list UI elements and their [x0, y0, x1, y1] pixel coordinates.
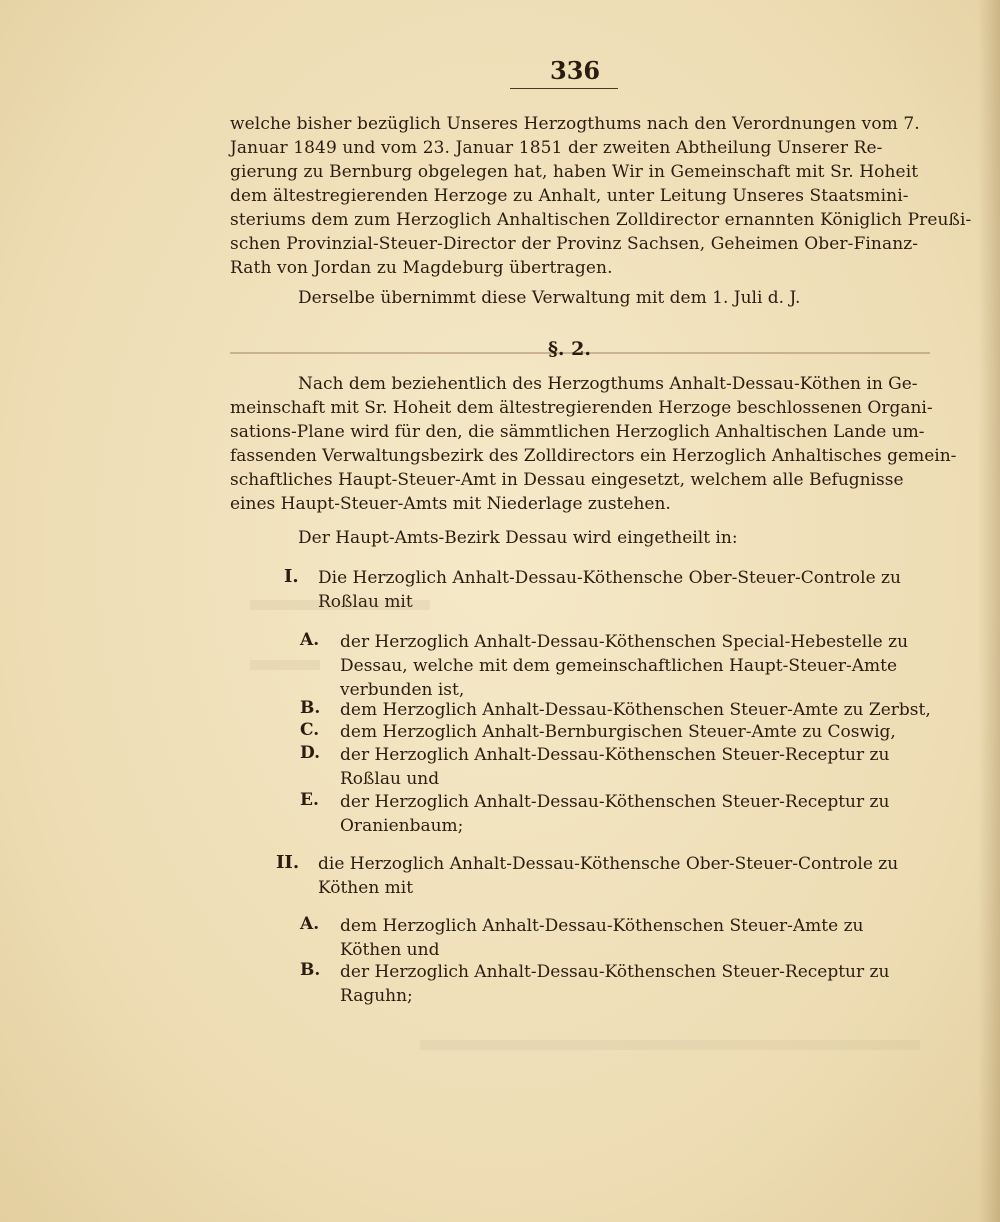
group-numeral: II. [276, 852, 300, 873]
text-line: meinschaft mit Sr. Hoheit dem ältestregierenden Herzoge beschlossenen Organi- [230, 398, 933, 418]
group-heading [318, 852, 928, 900]
text-line: schaftliches Haupt-Steuer-Amt in Dessau eingesetzt, welchem alle Befugnisse [230, 470, 904, 490]
text-line: Roßlau und [340, 769, 440, 789]
list-item [340, 743, 930, 791]
text-line: die Herzoglich Anhalt-Dessau-Köthensche Ober-Steuer-Controle zu [318, 854, 899, 874]
text-line: Januar 1849 und vom 23. Januar 1851 der zweiten Abtheilung Unserer Re- [230, 138, 883, 158]
list-item [340, 914, 930, 962]
text-line: Oranienbaum; [340, 816, 464, 836]
bleed-through-mark [250, 660, 320, 670]
text-line: der Herzoglich Anhalt-Dessau-Köthenschen Steuer-Receptur zu [340, 745, 890, 765]
list-item [340, 960, 930, 1008]
text-line: schen Provinzial-Steuer-Director der Provinz Sachsen, Geheimen Ober-Finanz- [230, 234, 919, 254]
text-line: verbunden ist, [340, 680, 465, 700]
page-edge-shadow [978, 0, 1000, 1222]
bleed-through-mark [420, 1040, 920, 1050]
item-letter: B. [300, 960, 321, 980]
list-item [340, 720, 930, 744]
section-paragraph [230, 372, 957, 516]
intro-paragraph [230, 112, 972, 280]
text-line: dem Herzoglich Anhalt-Dessau-Köthenschen Steuer-Amte zu [340, 916, 864, 936]
text-line: gierung zu Bernburg obgelegen hat, haben Wir in Gemeinschaft mit Sr. Hoheit [230, 162, 919, 182]
list-item [340, 630, 930, 702]
text-line: der Herzoglich Anhalt-Dessau-Köthenschen Special-Hebestelle zu [340, 632, 909, 652]
bleed-through-mark [250, 600, 430, 610]
text-line: sations-Plane wird für den, die sämmtlichen Herzoglich Anhaltischen Lande um- [230, 422, 925, 442]
item-letter: A. [300, 914, 320, 934]
item-letter: B. [300, 698, 321, 718]
item-letter: A. [300, 630, 320, 650]
text-line: Roßlau mit [318, 592, 413, 612]
list-item [340, 790, 930, 838]
text-line: Köthen und [340, 940, 440, 960]
page-number: 336 [550, 56, 601, 85]
text-line: Nach dem beziehentlich des Herzogthums Anhalt-Dessau-Köthen in Ge- [298, 374, 918, 394]
text-line: Dessau, welche mit dem gemeinschaftlichen Haupt-Steuer-Amte [340, 656, 898, 676]
division-intro: Der Haupt-Amts-Bezirk Dessau wird eingetheilt in: [298, 528, 738, 548]
group-numeral: I. [284, 566, 299, 587]
text-line: Raguhn; [340, 986, 413, 1006]
header-rule [510, 88, 618, 89]
text-line: fassenden Verwaltungsbezirk des Zolldirectors ein Herzoglich Anhaltisches gemein- [230, 446, 957, 466]
item-letter: D. [300, 743, 321, 763]
item-letter: C. [300, 720, 320, 740]
text-line: dem Herzoglich Anhalt-Bernburgischen Steuer-Amte zu Coswig, [340, 722, 896, 742]
text-line: der Herzoglich Anhalt-Dessau-Köthenschen Steuer-Receptur zu [340, 962, 890, 982]
item-letter: E. [300, 790, 319, 810]
intro-note: Derselbe übernimmt diese Verwaltung mit dem 1. Juli d. J. [298, 288, 801, 308]
text-line: welche bisher bezüglich Unseres Herzogthums nach den Verordnungen vom 7. [230, 114, 920, 134]
text-line: dem ältestregierenden Herzoge zu Anhalt, unter Leitung Unseres Staatsmini- [230, 186, 909, 206]
text-line: eines Haupt-Steuer-Amts mit Niederlage zustehen. [230, 494, 671, 514]
text-line: der Herzoglich Anhalt-Dessau-Köthenschen Steuer-Receptur zu [340, 792, 890, 812]
text-line: dem Herzoglich Anhalt-Dessau-Köthenschen Steuer-Amte zu Zerbst, [340, 700, 931, 720]
list-item [340, 698, 930, 722]
text-line: Die Herzoglich Anhalt-Dessau-Köthensche Ober-Steuer-Controle zu [318, 568, 901, 588]
text-line: steriums dem zum Herzoglich Anhaltischen Zolldirector ernannten Königlich Preußi- [230, 210, 972, 230]
section-heading: §. 2. [548, 338, 592, 360]
text-line: Köthen mit [318, 878, 414, 898]
text-line: Rath von Jordan zu Magdeburg übertragen. [230, 258, 613, 278]
